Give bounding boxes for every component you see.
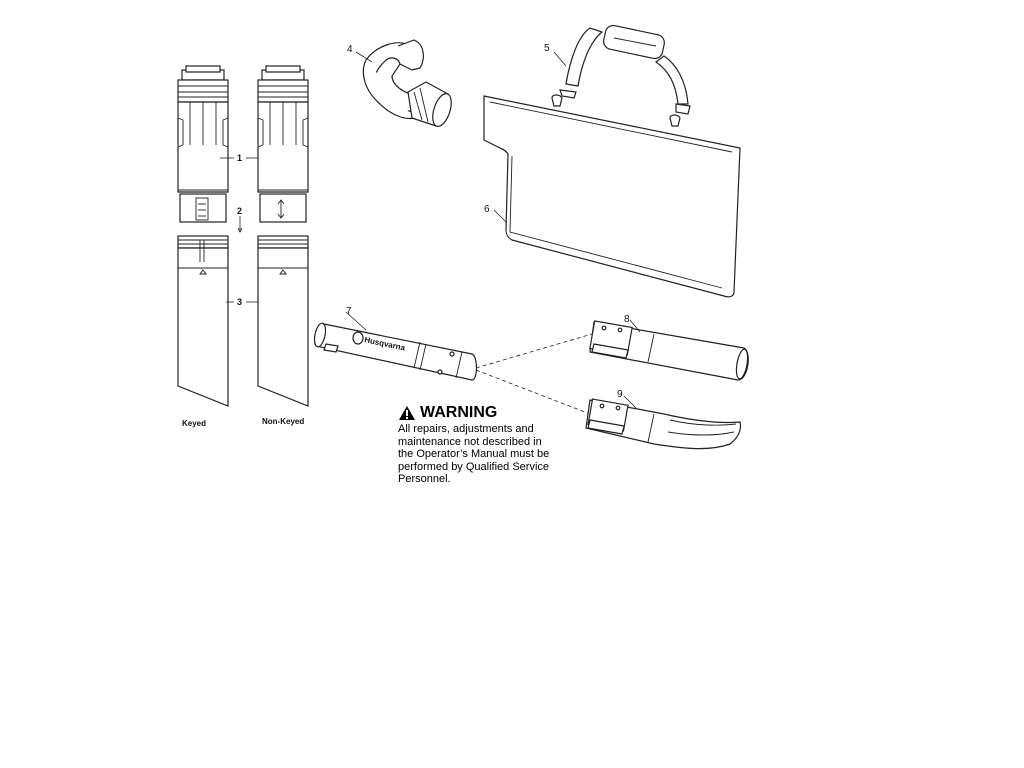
callout-1: 1 bbox=[237, 153, 243, 163]
round-nozzle bbox=[590, 321, 750, 380]
callout-9: 9 bbox=[617, 389, 623, 400]
non-keyed-vacuum-tube bbox=[258, 66, 308, 406]
callout-5: 5 bbox=[544, 43, 550, 54]
caption-keyed: Keyed bbox=[182, 419, 207, 428]
callout-4: 4 bbox=[347, 44, 353, 55]
callout-8: 8 bbox=[624, 314, 630, 325]
callout-7: 7 bbox=[346, 306, 352, 317]
warning-triangle-icon bbox=[398, 405, 416, 421]
collection-bag bbox=[484, 96, 740, 297]
dashed-leader-upper bbox=[476, 334, 592, 368]
flat-curved-nozzle bbox=[586, 399, 741, 449]
brand-logo-text: Husqvarna bbox=[363, 335, 406, 353]
callout-3: 3 bbox=[237, 297, 243, 307]
elbow-part bbox=[363, 40, 455, 129]
warning-notice bbox=[398, 404, 588, 486]
blower-tube bbox=[313, 322, 477, 380]
warning-title bbox=[398, 404, 588, 422]
warning-body-text: All repairs, adjustments and maintenance not described in the Operator’s Manual must be performed by Qualified Service Personnel. bbox=[398, 423, 550, 485]
keyed-vacuum-tube bbox=[178, 66, 228, 406]
warning-title-text: WARNING bbox=[420, 404, 498, 421]
callout-2: 2 bbox=[237, 206, 243, 216]
shoulder-strap bbox=[552, 24, 690, 126]
callout-6: 6 bbox=[484, 204, 490, 215]
caption-non-keyed: Non-Keyed bbox=[262, 417, 305, 426]
